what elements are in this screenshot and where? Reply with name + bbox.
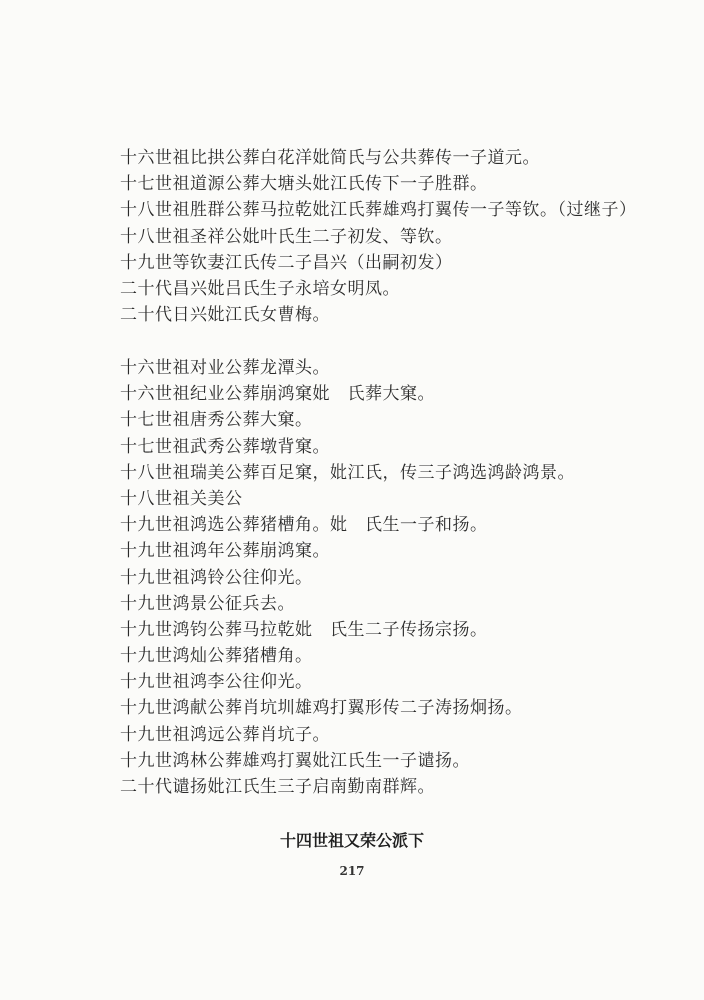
- genealogy-line: 十九世鸿灿公葬猪槽角。: [120, 646, 313, 667]
- genealogy-line: 十七世祖唐秀公葬大窠。: [120, 410, 313, 431]
- genealogy-section-2: [120, 355, 680, 800]
- genealogy-line: 十九世祖鸿年公葬崩鸿窠。: [120, 541, 330, 562]
- section-footer-title: 十四世祖又荣公派下: [279, 831, 424, 850]
- genealogy-section-1: [120, 145, 680, 328]
- genealogy-line: 十九世祖鸿铃公往仰光。: [120, 567, 313, 588]
- genealogy-line: 十九世鸿景公征兵去。: [120, 593, 295, 614]
- genealogy-line: 十八世祖瑞美公葬百足窠，妣江氏，传三子鸿选鸿龄鸿景。: [120, 462, 575, 483]
- genealogy-line: 十六世祖比拱公葬白花洋妣简氏与公共葬传一子道元。: [120, 148, 540, 168]
- genealogy-line: 十六世祖对业公葬龙潭头。: [120, 358, 330, 378]
- genealogy-line: 十七世祖道源公葬大塘头妣江氏传下一子胜群。: [120, 174, 488, 195]
- genealogy-line: 二十代谴扬妣江氏生三子启南勤南群辉。: [120, 777, 435, 797]
- genealogy-line: 二十代日兴妣江氏女曹梅。: [120, 305, 330, 326]
- genealogy-line: 十九世祖鸿远公葬肖坑子。: [120, 724, 330, 745]
- genealogy-line: 十七世祖武秀公葬墩背窠。: [120, 436, 330, 457]
- genealogy-line: 十九世鸿林公葬雄鸡打翼妣江氏生一子谴扬。: [120, 750, 470, 771]
- genealogy-line: 二十代昌兴妣吕氏生子永培女明凤。: [120, 278, 400, 299]
- genealogy-line: 十六世祖纪业公葬崩鸿窠妣 氏葬大窠。: [120, 384, 435, 405]
- genealogy-line: 十八世祖胜群公葬马拉乾妣江氏葬雄鸡打翼传一子等钦。（过继子）: [120, 200, 637, 221]
- genealogy-line: 十九世鸿献公葬肖坑圳雄鸡打翼形传二子涛扬炯扬。: [120, 698, 523, 719]
- genealogy-line: 十九世祖鸿李公往仰光。: [120, 672, 313, 693]
- genealogy-line: 十九世祖鸿选公葬猪槽角。妣 氏生一子和扬。: [120, 515, 488, 536]
- genealogy-line: 十九世鸿钧公葬马拉乾妣 氏生二子传扬宗扬。: [120, 619, 488, 640]
- genealogy-line: 十九世等钦妻江氏传二子昌兴（出嗣初发）: [120, 252, 453, 273]
- genealogy-line: 十八世祖圣祥公妣叶氏生二子初发、等钦。: [120, 226, 453, 247]
- page-number: 217: [339, 864, 365, 878]
- genealogy-line: 十八世祖关美公: [120, 488, 243, 509]
